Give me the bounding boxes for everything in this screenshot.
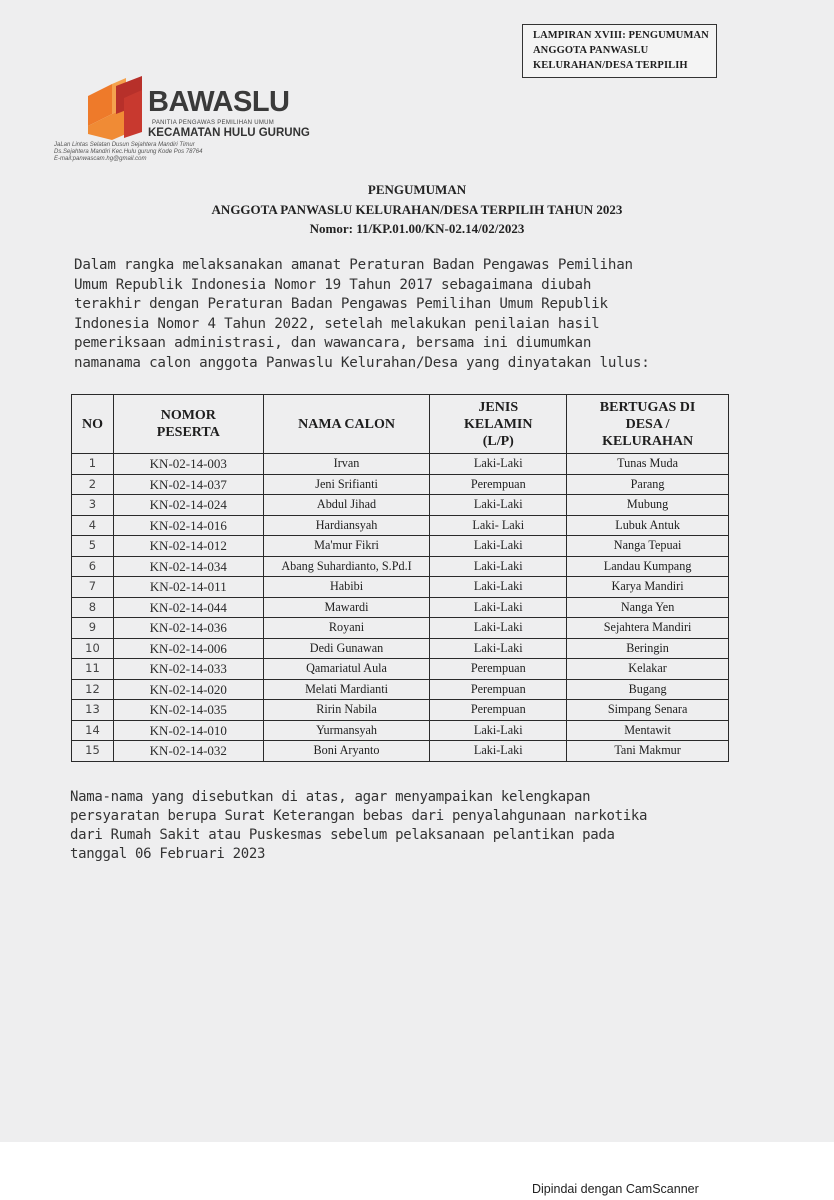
cell-no: 6 (72, 556, 114, 577)
cell-no: 9 (72, 618, 114, 639)
cell-desa: Nanga Yen (567, 597, 729, 618)
attachment-line-1: LAMPIRAN XVIII: PENGUMUMAN (533, 30, 709, 41)
cell-jenis-kelamin: Laki-Laki (430, 536, 567, 557)
table-row (72, 597, 729, 618)
address-line-1: JaLan Lintas Selatan Dusun Sejahtera Mandiri Timur (54, 142, 195, 148)
cell-desa: Sejahtera Mandiri (567, 618, 729, 639)
cell-desa: Simpang Senara (567, 700, 729, 721)
cell-nomor-peserta: KN-02-14-024 (113, 495, 263, 516)
logo-district: KECAMATAN HULU GURUNG (148, 127, 310, 139)
cell-nama-calon: Royani (263, 618, 430, 639)
cell-no: 10 (72, 638, 114, 659)
closing-line: tanggal 06 Februari 2023 (70, 846, 266, 862)
cell-nomor-peserta: KN-02-14-036 (113, 618, 263, 639)
table-row (72, 515, 729, 536)
cell-jenis-kelamin: Laki- Laki (430, 515, 567, 536)
cell-no: 13 (72, 700, 114, 721)
cell-no: 12 (72, 679, 114, 700)
cell-nama-calon: Yurmansyah (263, 720, 430, 741)
table-row (72, 577, 729, 598)
cell-no: 3 (72, 495, 114, 516)
intro-line: namanama calon anggota Panwaslu Kelurahan/Desa yang dinyatakan lulus: (74, 354, 650, 371)
cell-nama-calon: Mawardi (263, 597, 430, 618)
cell-jenis-kelamin: Laki-Laki (430, 577, 567, 598)
cell-no: 15 (72, 741, 114, 762)
cell-nama-calon: Qamariatul Aula (263, 659, 430, 680)
table-row (72, 659, 729, 680)
logo-name: BAWASLU (148, 86, 290, 118)
cell-desa: Kelakar (567, 659, 729, 680)
attachment-label-box (522, 24, 717, 78)
cell-jenis-kelamin: Perempuan (430, 679, 567, 700)
logo-address (54, 142, 294, 163)
cell-nomor-peserta: KN-02-14-034 (113, 556, 263, 577)
table-row (72, 536, 729, 557)
table-row (72, 618, 729, 639)
intro-line: Indonesia Nomor 4 Tahun 2022, setelah melakukan penilaian hasil (74, 315, 600, 332)
closing-line: dari Rumah Sakit atau Puskesmas sebelum pelaksanaan pelantikan pada (70, 827, 615, 843)
cell-jenis-kelamin: Laki-Laki (430, 597, 567, 618)
intro-line: pemeriksaan administrasi, dan wawancara, bersama ini diumumkan (74, 335, 592, 351)
attachment-line-3: KELURAHAN/DESA TERPILIH (533, 60, 688, 71)
cell-jenis-kelamin: Laki-Laki (430, 720, 567, 741)
cell-nama-calon: Ririn Nabila (263, 700, 430, 721)
cell-nomor-peserta: KN-02-14-044 (113, 597, 263, 618)
cell-jenis-kelamin: Laki-Laki (430, 556, 567, 577)
cell-desa: Nanga Tepuai (567, 536, 729, 557)
cell-nomor-peserta: KN-02-14-037 (113, 474, 263, 495)
cell-nama-calon: Ma'mur Fikri (263, 536, 430, 557)
intro-line: terakhir dengan Peraturan Badan Pengawas Pemilihan Umum Republik (74, 296, 608, 312)
cell-no: 5 (72, 536, 114, 557)
cell-nomor-peserta: KN-02-14-020 (113, 679, 263, 700)
heading-subtitle: ANGGOTA PANWASLU KELURAHAN/DESA TERPILIH TAHUN 2023 (211, 202, 623, 217)
cell-desa: Tani Makmur (567, 741, 729, 762)
cell-nama-calon: Boni Aryanto (263, 741, 430, 762)
cell-desa: Mubung (567, 495, 729, 516)
table-row (72, 679, 729, 700)
cell-nomor-peserta: KN-02-14-016 (113, 515, 263, 536)
cell-nomor-peserta: KN-02-14-010 (113, 720, 263, 741)
table-row (72, 700, 729, 721)
header-nama-calon: NAMA CALON (263, 395, 430, 454)
cell-jenis-kelamin: Laki-Laki (430, 638, 567, 659)
cell-desa: Landau Kumpang (567, 556, 729, 577)
cell-nama-calon: Irvan (263, 454, 430, 475)
heading-number: Nomor: 11/KP.01.00/KN-02.14/02/2023 (309, 221, 525, 236)
cell-nomor-peserta: KN-02-14-012 (113, 536, 263, 557)
cell-nomor-peserta: KN-02-14-006 (113, 638, 263, 659)
cell-no: 2 (72, 474, 114, 495)
cell-nama-calon: Jeni Srifianti (263, 474, 430, 495)
cell-no: 1 (72, 454, 114, 475)
intro-line: Umum Republik Indonesia Nomor 19 Tahun 2017 sebagaimana diubah (74, 276, 592, 293)
cell-nomor-peserta: KN-02-14-032 (113, 741, 263, 762)
cell-no: 11 (72, 659, 114, 680)
cell-jenis-kelamin: Perempuan (430, 659, 567, 680)
cell-jenis-kelamin: Perempuan (430, 700, 567, 721)
cell-no: 8 (72, 597, 114, 618)
cell-nama-calon: Abdul Jihad (263, 495, 430, 516)
cell-desa: Lubuk Antuk (567, 515, 729, 536)
cell-jenis-kelamin: Laki-Laki (430, 454, 567, 475)
cell-nama-calon: Habibi (263, 577, 430, 598)
closing-line: persyaratan berupa Surat Keterangan bebas dari penyalahgunaan narkotika (70, 808, 648, 824)
table-row (72, 495, 729, 516)
bawaslu-emblem-icon (86, 74, 144, 140)
table-row (72, 556, 729, 577)
bawaslu-logo (54, 74, 322, 174)
cell-nomor-peserta: KN-02-14-011 (113, 577, 263, 598)
header-nomor-peserta: NOMOR PESERTA (113, 395, 263, 454)
cell-no: 14 (72, 720, 114, 741)
cell-jenis-kelamin: Laki-Laki (430, 741, 567, 762)
candidate-table (71, 394, 729, 762)
scanner-watermark: Dipindai dengan CamScanner (532, 1182, 699, 1196)
cell-nama-calon: Hardiansyah (263, 515, 430, 536)
address-line-2: Ds.Sejahtera Mandiri Kec.Hulu gurung Kode Pos 78764 (54, 149, 203, 155)
attachment-line-2: ANGGOTA PANWASLU (533, 45, 649, 56)
address-line-3: E-mail:panwascam.hg@gmail.com (54, 156, 147, 162)
table-row (72, 638, 729, 659)
cell-jenis-kelamin: Laki-Laki (430, 495, 567, 516)
cell-nomor-peserta: KN-02-14-035 (113, 700, 263, 721)
heading-title: PENGUMUMAN (367, 182, 467, 197)
table-row (72, 454, 729, 475)
logo-subtitle: PANITIA PENGAWAS PEMILIHAN UMUM (152, 120, 275, 126)
cell-nomor-peserta: KN-02-14-003 (113, 454, 263, 475)
cell-nama-calon: Abang Suhardianto, S.Pd.I (263, 556, 430, 577)
cell-nama-calon: Dedi Gunawan (263, 638, 430, 659)
cell-jenis-kelamin: Perempuan (430, 474, 567, 495)
cell-desa: Mentawit (567, 720, 729, 741)
cell-desa: Tunas Muda (567, 454, 729, 475)
cell-no: 7 (72, 577, 114, 598)
table-row (72, 720, 729, 741)
cell-desa: Beringin (567, 638, 729, 659)
cell-desa: Parang (567, 474, 729, 495)
header-jenis-kelamin: JENIS KELAMIN (L/P) (430, 395, 567, 454)
cell-desa: Karya Mandiri (567, 577, 729, 598)
intro-paragraph (74, 256, 754, 373)
table-row (72, 474, 729, 495)
table-header-row (72, 395, 729, 454)
intro-line: Dalam rangka melaksanakan amanat Peraturan Badan Pengawas Pemilihan (74, 257, 633, 273)
cell-desa: Bugang (567, 679, 729, 700)
table-row (72, 741, 729, 762)
cell-jenis-kelamin: Laki-Laki (430, 618, 567, 639)
cell-nama-calon: Melati Mardianti (263, 679, 430, 700)
closing-line: Nama-nama yang disebutkan di atas, agar menyampaikan kelengkapan (70, 789, 591, 805)
closing-paragraph (70, 788, 770, 864)
cell-no: 4 (72, 515, 114, 536)
cell-nomor-peserta: KN-02-14-033 (113, 659, 263, 680)
header-no: NO (72, 395, 114, 454)
header-bertugas: BERTUGAS DI DESA / KELURAHAN (567, 395, 729, 454)
